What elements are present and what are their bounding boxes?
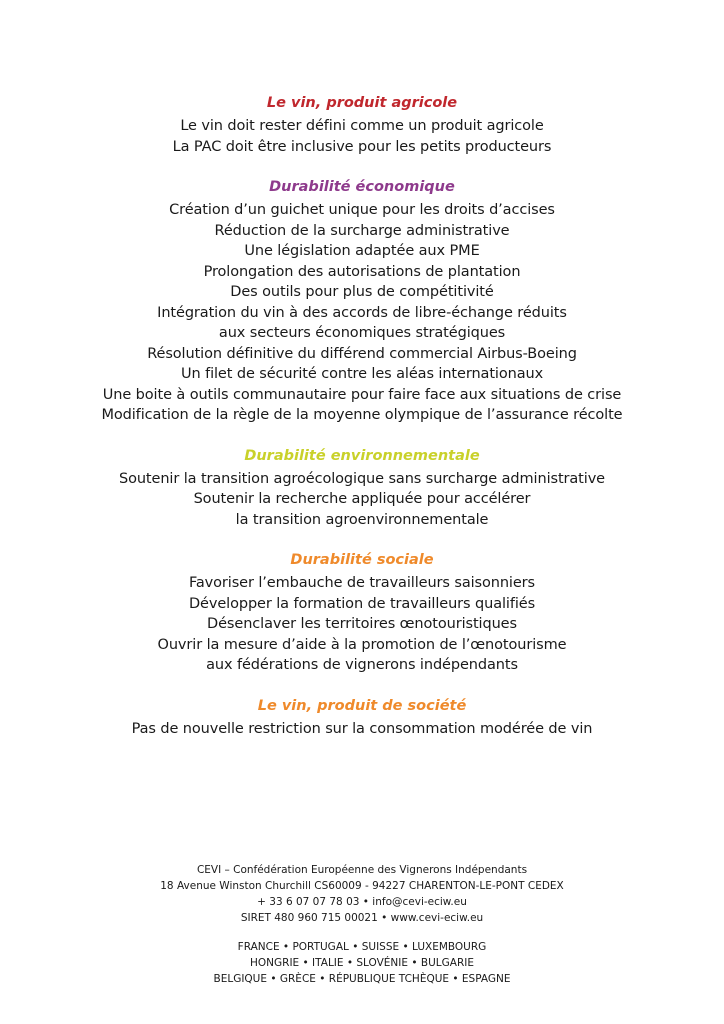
section-items xyxy=(0,573,724,676)
list-item: Le vin doit rester défini comme un produit agricole xyxy=(180,118,544,134)
footer-address: 18 Avenue Winston Churchill CS60009 - 94227 CHARENTON-LE-PONT CEDEX xyxy=(160,880,564,892)
list-item: Un filet de sécurité contre les aléas internationaux xyxy=(180,366,544,382)
list-item: Ouvrir la mesure d’aide à la promotion de l’œnotourisme aux fédérations de vignerons indépendants xyxy=(157,636,567,673)
section-title: Le vin, produit agricole xyxy=(266,95,458,111)
footer-countries-line: BELGIQUE • GRÈCE • RÉPUBLIQUE TCHÈQUE • ESPAGNE xyxy=(213,973,511,985)
list-item: Résolution définitive du différend commercial Airbus-Boeing xyxy=(147,345,577,362)
list-item: Soutenir la transition agroécologique sans surcharge administrative xyxy=(118,470,606,487)
list-item: Désenclaver les territoires œnotouristiques xyxy=(207,616,517,632)
list-item: Intégration du vin à des accords de libre-échange réduits aux secteurs économiques stratégiques xyxy=(157,304,567,341)
list-item: Pas de nouvelle restriction sur la consommation modérée de vin xyxy=(131,720,593,737)
list-item: Soutenir la recherche appliquée pour accélérer la transition agroenvironnementale xyxy=(193,491,531,528)
section-items xyxy=(0,116,724,157)
section-durabilite-environnementale xyxy=(0,446,724,531)
list-item: Création d’un guichet unique pour les droits d’accises xyxy=(169,202,555,218)
section-title: Durabilité économique xyxy=(269,179,455,195)
section-items xyxy=(0,200,724,426)
section-vin-produit-de-societe xyxy=(0,696,724,740)
footer-siret: SIRET 480 960 715 00021 • www.cevi-eciw.eu xyxy=(240,912,484,924)
footer-contact: + 33 6 07 07 78 03 • info@cevi-eciw.eu xyxy=(257,896,467,908)
footer-countries-line: HONGRIE • ITALIE • SLOVÉNIE • BULGARIE xyxy=(250,957,474,969)
list-item: Prolongation des autorisations de plantation xyxy=(203,263,521,280)
footer-countries-line: FRANCE • PORTUGAL • SUISSE • LUXEMBOURG xyxy=(237,941,487,953)
list-item: La PAC doit être inclusive pour les petits producteurs xyxy=(172,138,552,155)
section-durabilite-sociale xyxy=(0,550,724,676)
footer xyxy=(0,862,724,987)
list-item: Réduction de la surcharge administrative xyxy=(214,222,510,239)
list-item: Développer la formation de travailleurs qualifiés xyxy=(188,595,536,612)
policy-sections xyxy=(0,93,724,739)
list-item: Des outils pour plus de compétitivité xyxy=(230,284,494,300)
section-title: Durabilité environnementale xyxy=(244,447,480,464)
list-item: Une boite à outils communautaire pour faire face aux situations de crise xyxy=(102,386,622,403)
section-items xyxy=(0,469,724,531)
list-item: Une législation adaptée aux PME xyxy=(244,243,480,259)
list-item: Favoriser l’embauche de travailleurs saisonniers xyxy=(188,575,536,591)
section-durabilite-economique xyxy=(0,177,724,426)
section-title: Le vin, produit de société xyxy=(257,697,467,714)
footer-organization: CEVI – Confédération Européenne des Vignerons Indépendants xyxy=(196,864,528,876)
section-title: Durabilité sociale xyxy=(290,552,434,568)
list-item: Modification de la règle de la moyenne olympique de l’assurance récolte xyxy=(101,407,623,423)
section-items xyxy=(0,719,724,740)
section-vin-produit-agricole xyxy=(0,93,724,157)
footer-countries xyxy=(0,939,724,987)
